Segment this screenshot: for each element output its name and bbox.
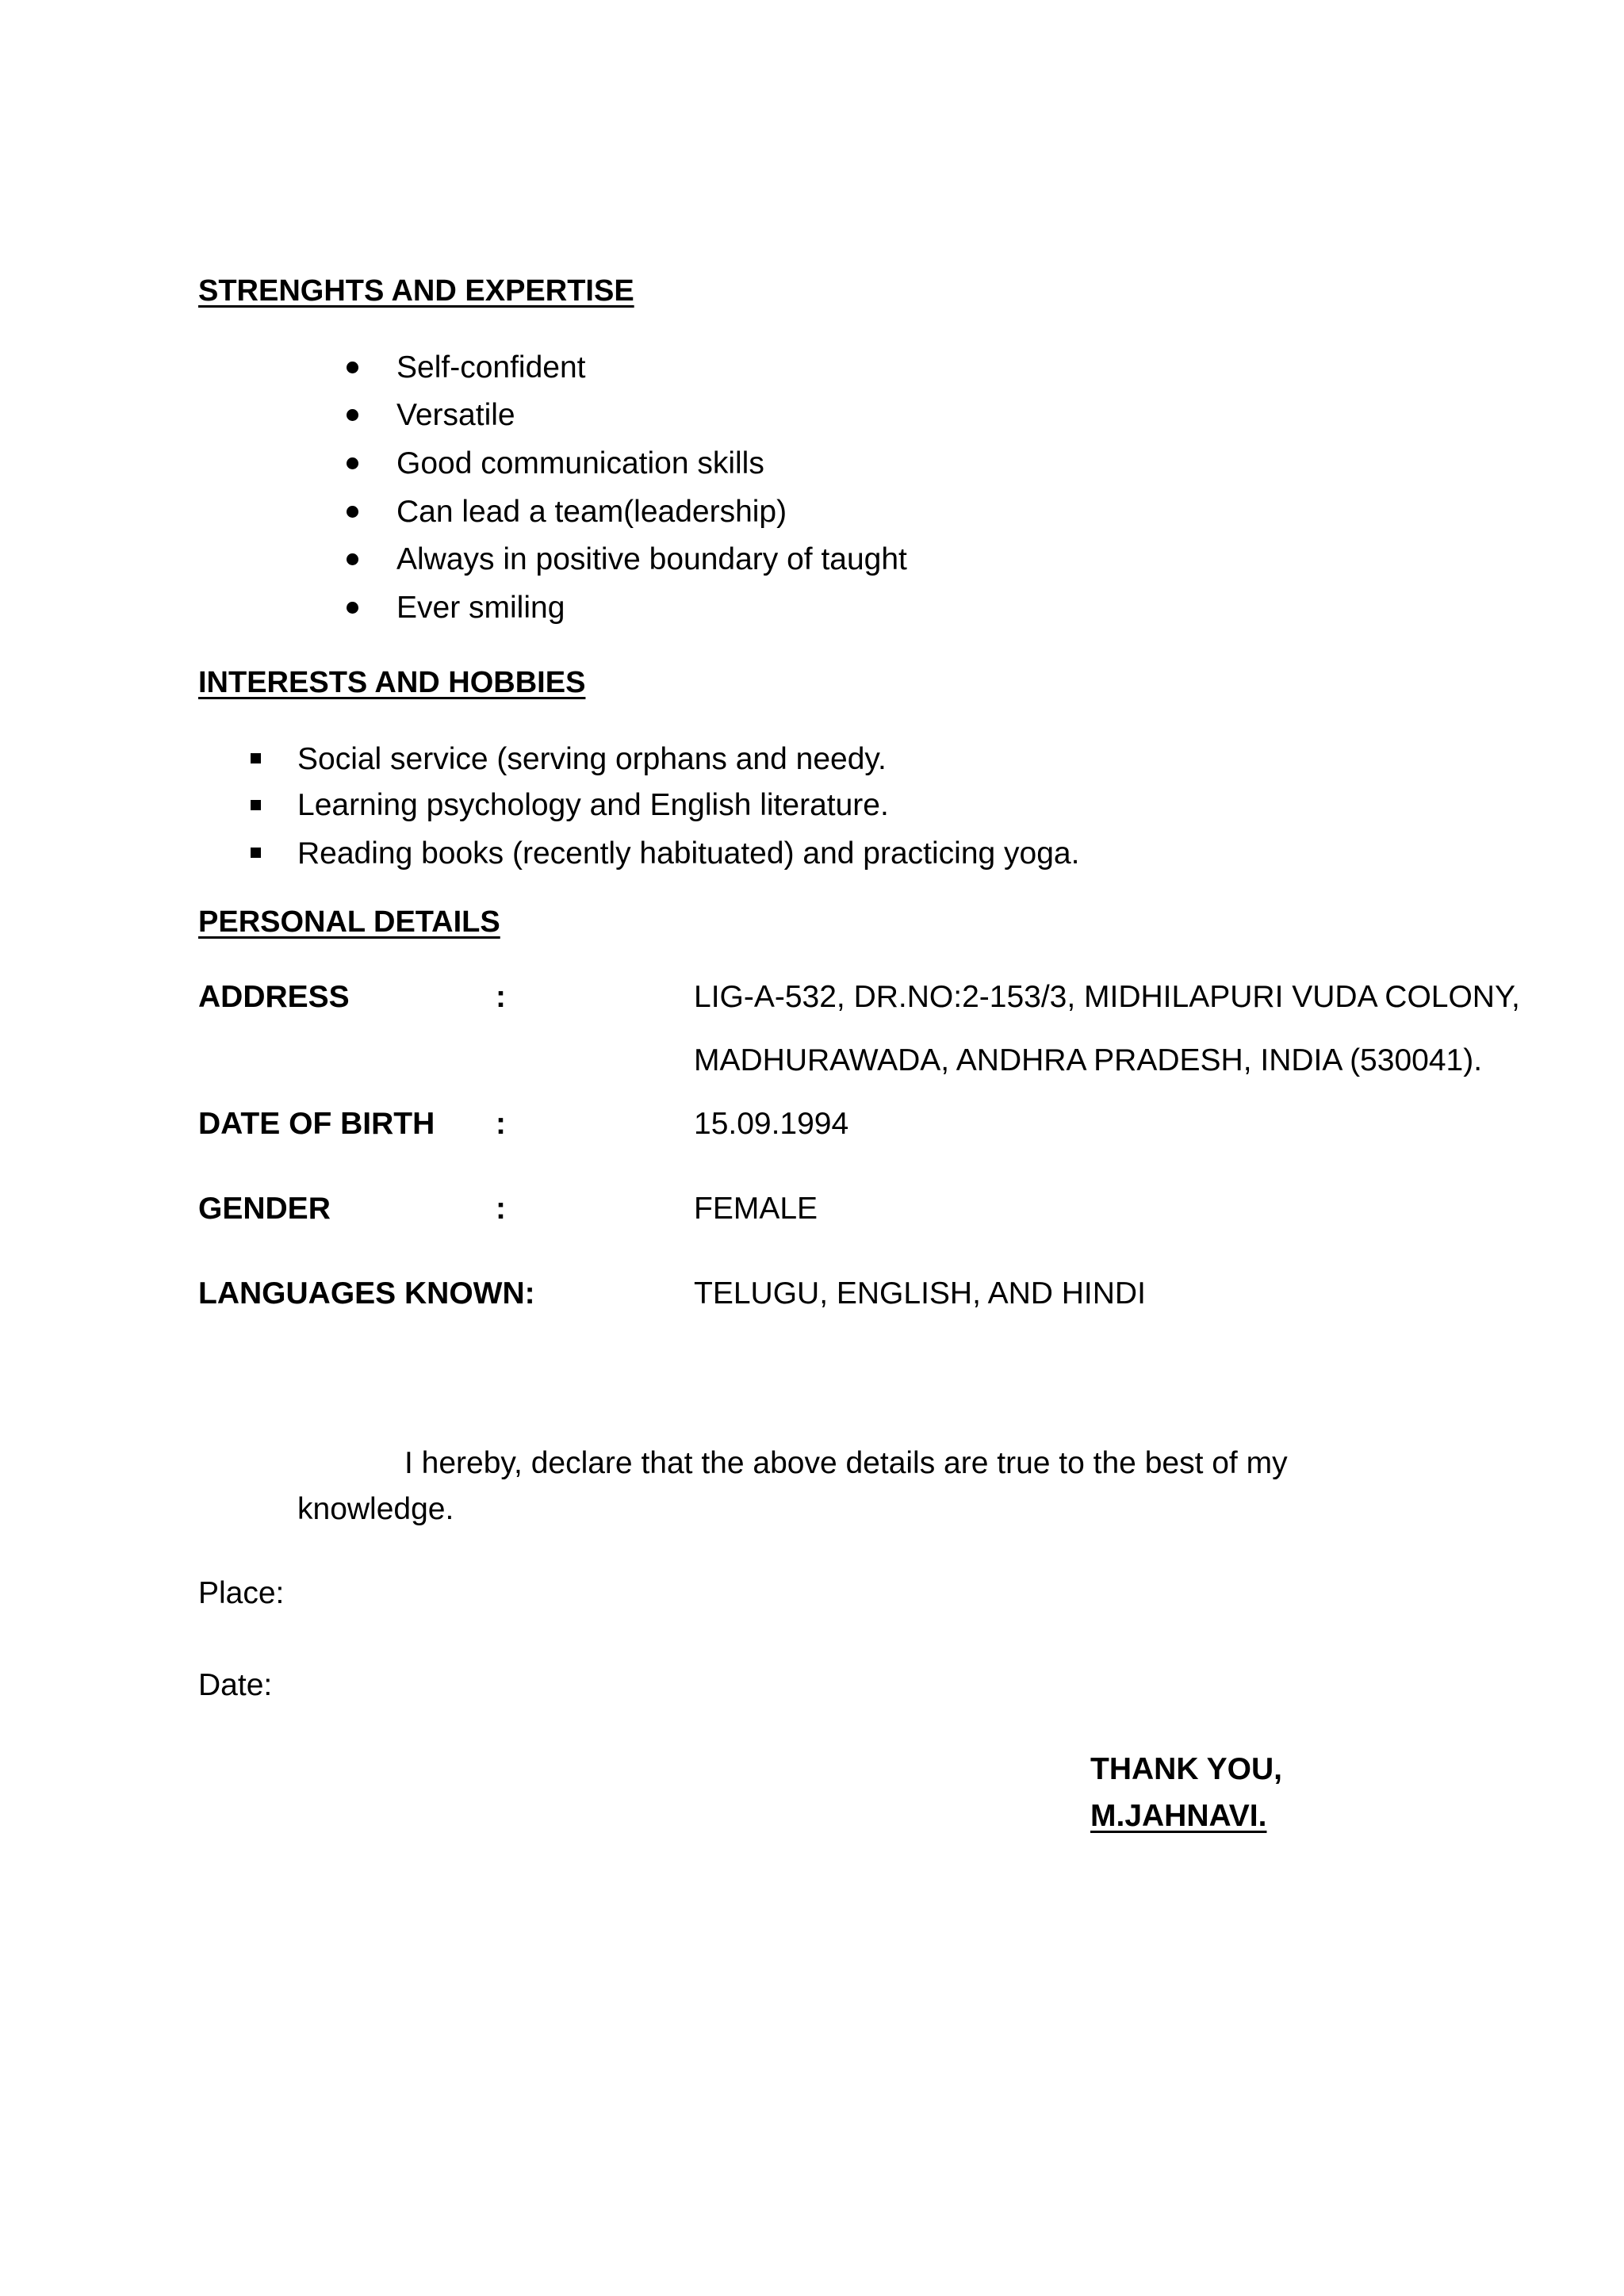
square-bullet-icon bbox=[251, 753, 261, 763]
square-bullet-icon bbox=[251, 848, 261, 858]
dob-value: 15.09.1994 bbox=[694, 1107, 849, 1141]
place-label: Place: bbox=[198, 1576, 285, 1610]
address-line-2: MADHURAWADA, ANDHRA PRADESH, INDIA (530041). bbox=[694, 1043, 1483, 1077]
list-item-text: Social service (serving orphans and needy. bbox=[297, 742, 887, 776]
bullet-icon bbox=[347, 457, 358, 469]
list-item-text: Can lead a team(leadership) bbox=[396, 495, 787, 529]
strengths-heading: STRENGHTS AND EXPERTISE bbox=[198, 274, 634, 308]
gender-colon: : bbox=[496, 1192, 506, 1226]
thank-you-text: THANK YOU, bbox=[1090, 1752, 1282, 1786]
signature-name: M.JAHNAVI. bbox=[1090, 1799, 1267, 1833]
dob-colon: : bbox=[496, 1107, 506, 1141]
dob-label: DATE OF BIRTH bbox=[198, 1107, 435, 1141]
list-item-text: Learning psychology and English literature. bbox=[297, 788, 889, 822]
languages-value: TELUGU, ENGLISH, AND HINDI bbox=[694, 1276, 1146, 1311]
bullet-icon bbox=[347, 409, 358, 421]
list-item-text: Good communication skills bbox=[396, 446, 764, 480]
bullet-icon bbox=[347, 553, 358, 565]
bullet-icon bbox=[347, 362, 358, 373]
square-bullet-icon bbox=[251, 800, 261, 810]
list-item-text: Self-confident bbox=[396, 350, 586, 385]
declaration-line-2: knowledge. bbox=[297, 1492, 454, 1526]
gender-value: FEMALE bbox=[694, 1192, 818, 1226]
bullet-icon bbox=[347, 506, 358, 518]
personal-details-heading: PERSONAL DETAILS bbox=[198, 905, 500, 939]
list-item-text: Always in positive boundary of taught bbox=[396, 542, 907, 576]
languages-label: LANGUAGES KNOWN: bbox=[198, 1276, 535, 1311]
interests-heading: INTERESTS AND HOBBIES bbox=[198, 666, 586, 699]
declaration-line-1: I hereby, declare that the above details are true to the best of my bbox=[404, 1446, 1288, 1480]
date-label: Date: bbox=[198, 1668, 273, 1702]
bullet-icon bbox=[347, 602, 358, 614]
gender-label: GENDER bbox=[198, 1192, 331, 1226]
list-item-text: Ever smiling bbox=[396, 591, 565, 625]
address-label: ADDRESS bbox=[198, 980, 350, 1014]
list-item-text: Reading books (recently habituated) and practicing yoga. bbox=[297, 836, 1080, 871]
address-line-1: LIG-A-532, DR.NO:2-153/3, MIDHILAPURI VUDA COLONY, bbox=[694, 980, 1520, 1014]
address-colon: : bbox=[496, 980, 506, 1014]
list-item-text: Versatile bbox=[396, 398, 515, 432]
